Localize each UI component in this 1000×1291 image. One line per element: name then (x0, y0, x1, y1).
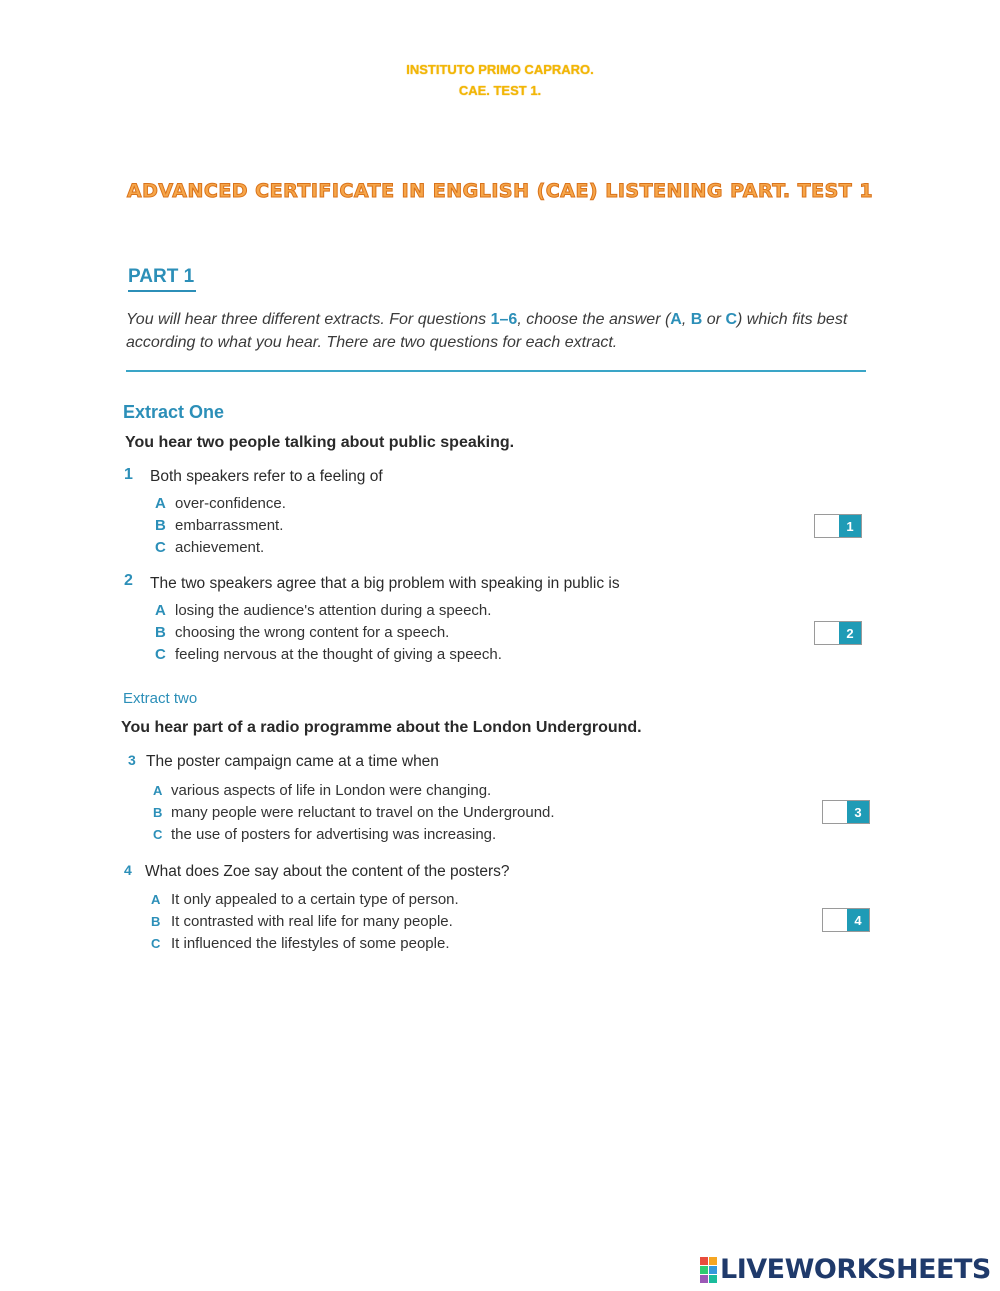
answer-box-number: 2 (839, 622, 861, 644)
question-text: What does Zoe say about the content of the posters? (145, 863, 510, 880)
question-text: Both speakers refer to a feeling of (150, 468, 383, 485)
logo-square (709, 1266, 717, 1274)
part-heading-underline (128, 290, 196, 292)
instructions: You will hear three different extracts. For questions 1–6, choose the answer (A, B or C) which fits best according to what you hear. There are two questions for each extract. (126, 311, 848, 351)
logo-square (700, 1266, 708, 1274)
option-list (155, 600, 502, 666)
extract-one-context: You hear two people talking about public speaking. (125, 434, 515, 451)
logo-square (700, 1275, 708, 1283)
answer-box[interactable] (822, 908, 870, 932)
extract-two-context: You hear part of a radio programme about the London Underground. (121, 719, 642, 736)
option-a: A various aspects of life in London were changing. (153, 782, 492, 799)
extract-two-heading: Extract two (123, 690, 198, 707)
answer-box[interactable] (814, 621, 862, 645)
option-b: B choosing the wrong content for a speech. (155, 624, 450, 641)
question-number: 3 (128, 752, 136, 768)
liveworksheets-logo (700, 1254, 991, 1285)
question-number: 2 (124, 572, 133, 589)
option-c: C the use of posters for advertising was increasing. (153, 826, 497, 843)
part-heading: PART 1 (128, 266, 195, 287)
option-c: C achievement. (155, 539, 265, 556)
option-c: C It influenced the lifestyles of some people. (151, 935, 450, 952)
answer-box[interactable] (822, 800, 870, 824)
answer-box[interactable] (814, 514, 862, 538)
question-text: The poster campaign came at a time when (146, 753, 439, 770)
option-list (153, 780, 555, 846)
logo-icon (700, 1257, 717, 1283)
question-number: 4 (124, 862, 132, 878)
answer-box-number: 4 (847, 909, 869, 931)
answer-box-number: 3 (847, 801, 869, 823)
option-b: B many people were reluctant to travel on the Underground. (153, 804, 555, 821)
answer-input[interactable] (815, 515, 839, 537)
option-list (155, 493, 286, 559)
worksheet-title: ADVANCED CERTIFICATE IN ENGLISH (CAE) LISTENING PART. TEST 1 (126, 180, 874, 202)
option-a: A It only appealed to a certain type of person. (151, 891, 459, 908)
logo-text: LIVEWORKSHEETS (720, 1254, 991, 1285)
test-label: CAE. TEST 1. (458, 83, 542, 98)
option-a: A losing the audience's attention during a speech. (155, 602, 492, 619)
answer-input[interactable] (823, 801, 847, 823)
logo-square (709, 1257, 717, 1265)
option-list (151, 889, 459, 955)
section-divider (126, 370, 866, 372)
option-c: C feeling nervous at the thought of giving a speech. (155, 646, 502, 663)
extract-one-heading: Extract One (123, 402, 225, 422)
answer-input[interactable] (815, 622, 839, 644)
answer-box-number: 1 (839, 515, 861, 537)
question-text: The two speakers agree that a big problem with speaking in public is (150, 575, 620, 592)
option-b: B It contrasted with real life for many people. (151, 913, 453, 930)
logo-square (700, 1257, 708, 1265)
answer-input[interactable] (823, 909, 847, 931)
option-b: B embarrassment. (155, 517, 284, 534)
question-number: 1 (124, 466, 133, 483)
logo-square (709, 1275, 717, 1283)
option-a: A over-confidence. (155, 495, 286, 512)
school-name: INSTITUTO PRIMO CAPRARO. (406, 62, 594, 77)
